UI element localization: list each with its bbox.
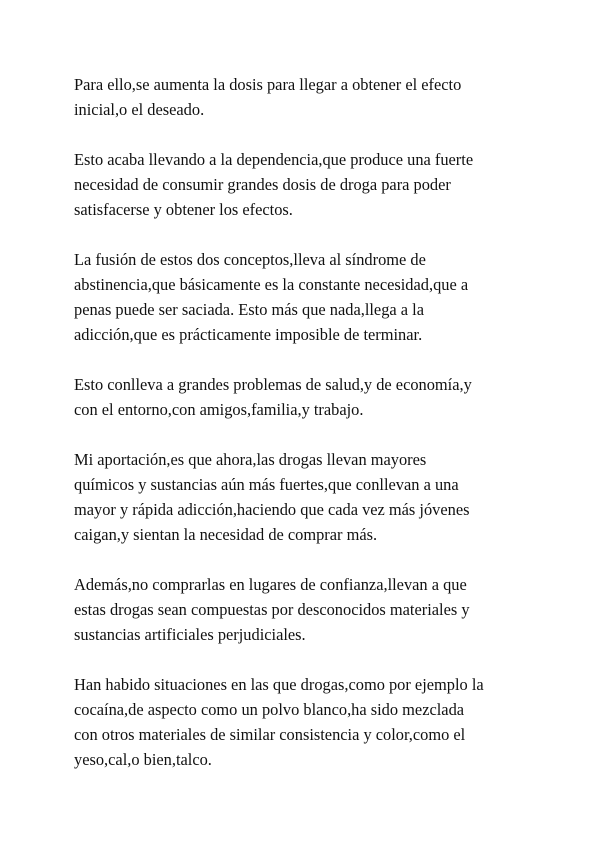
text-line: químicos y sustancias aún más fuertes,que conllevan a una — [74, 475, 459, 494]
text-line: Además,no comprarlas en lugares de confianza,llevan a que — [74, 575, 467, 594]
text-line: yeso,cal,o bien,talco. — [74, 750, 212, 769]
paragraph-7 — [74, 672, 544, 772]
text-line: con otros materiales de similar consistencia y color,como el — [74, 725, 466, 744]
paragraph-5 — [74, 447, 544, 547]
document-body — [74, 72, 544, 797]
text-line: con el entorno,con amigos,familia,y trabajo. — [74, 400, 364, 419]
text-line: Han habido situaciones en las que drogas,como por ejemplo la — [74, 675, 484, 694]
paragraph-6 — [74, 572, 544, 647]
paragraph-1 — [74, 72, 544, 122]
text-line: cocaína,de aspecto como un polvo blanco,ha sido mezclada — [74, 700, 465, 719]
text-line: necesidad de consumir grandes dosis de droga para poder — [74, 175, 451, 194]
text-line: mayor y rápida adicción,haciendo que cada vez más jóvenes — [74, 500, 470, 519]
text-line: Esto acaba llevando a la dependencia,que produce una fuerte — [74, 150, 474, 169]
text-line: Mi aportación,es que ahora,las drogas llevan mayores — [74, 450, 427, 469]
paragraph-2 — [74, 147, 544, 222]
text-line: abstinencia,que básicamente es la constante necesidad,que a — [74, 275, 469, 294]
paragraph-3 — [74, 247, 544, 347]
text-line: estas drogas sean compuestas por desconocidos materiales y — [74, 600, 470, 619]
text-line: La fusión de estos dos conceptos,lleva al síndrome de — [74, 250, 426, 269]
text-line: satisfacerse y obtener los efectos. — [74, 200, 293, 219]
text-line: sustancias artificiales perjudiciales. — [74, 625, 306, 644]
text-line: inicial,o el deseado. — [74, 100, 205, 119]
text-line: caigan,y sientan la necesidad de comprar más. — [74, 525, 378, 544]
text-line: Para ello,se aumenta la dosis para llegar a obtener el efecto — [74, 75, 462, 94]
paragraph-4 — [74, 372, 544, 422]
text-line: adicción,que es prácticamente imposible de terminar. — [74, 325, 423, 344]
text-line: Esto conlleva a grandes problemas de salud,y de economía,y — [74, 375, 472, 394]
text-line: penas puede ser saciada. Esto más que nada,llega a la — [74, 300, 424, 319]
